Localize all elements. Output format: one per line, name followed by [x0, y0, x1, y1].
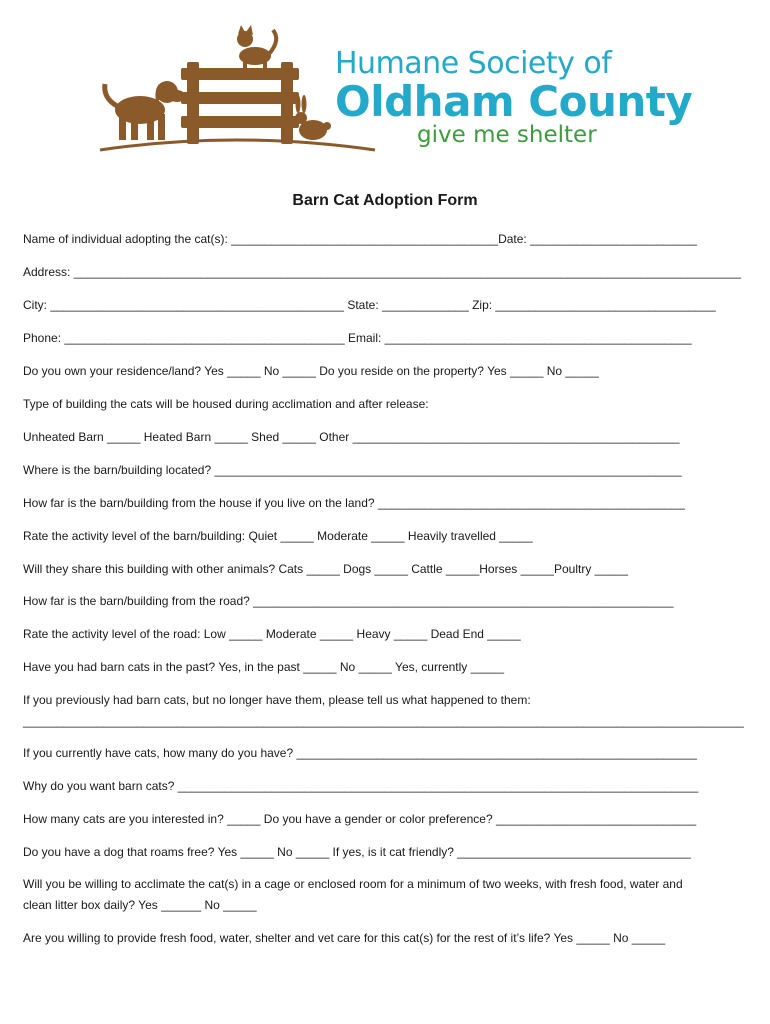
field-previous-cats-outcome[interactable]: ____________________________________________________________________________________________________________: [23, 714, 744, 728]
logo-line-oldham-county: Oldham County: [335, 77, 693, 126]
field-dog-roams-free[interactable]: Do you have a dog that roams free? Yes _____ No _____ If yes, is it cat friendly? ___________________________________: [23, 845, 691, 859]
field-barn-activity-level[interactable]: Rate the activity level of the barn/building: Quiet _____ Moderate _____ Heavily travelled _____: [23, 529, 533, 543]
field-barn-location[interactable]: Where is the barn/building located? ______________________________________________________________________: [23, 463, 682, 477]
field-current-cats-count[interactable]: If you currently have cats, how many do you have? ____________________________________________________________: [23, 746, 697, 760]
field-city-state-zip[interactable]: City: ____________________________________________ State: _____________ Zip: _________________________________: [23, 298, 716, 312]
cat-icon: [237, 25, 276, 68]
field-past-barn-cats[interactable]: Have you had barn cats in the past? Yes, in the past _____ No _____ Yes, currently _____: [23, 660, 505, 674]
field-shared-animals[interactable]: Will they share this building with other animals? Cats _____ Dogs _____ Cattle _____Horses _____Poultry _____: [23, 562, 629, 576]
logo-wordmark: [335, 46, 693, 148]
logo-line-humane-society: Humane Society of: [335, 46, 612, 81]
logo-tagline: give me shelter: [417, 122, 597, 148]
field-why-barn-cats[interactable]: Why do you want barn cats? ______________________________________________________________________________: [23, 779, 699, 793]
field-phone-email[interactable]: Phone: __________________________________________ Email: ______________________________________________: [23, 331, 692, 345]
field-lifetime-care[interactable]: Are you willing to provide fresh food, water, shelter and vet care for this cat(s) for the rest of it’s life? Yes _____ No _____: [23, 931, 666, 945]
field-distance-from-road[interactable]: How far is the barn/building from the road? _______________________________________________________________: [23, 594, 674, 608]
field-residence-ownership[interactable]: Do you own your residence/land? Yes _____ No _____ Do you reside on the property? Yes _____ No _____: [23, 364, 599, 378]
question-acclimation: Will you be willing to acclimate the cat(s) in a cage or enclosed room for a minimum of two weeks, with fresh food, water and: [23, 877, 683, 891]
field-cats-interested-preference[interactable]: How many cats are you interested in? _____ Do you have a gender or color preference? ______________________________: [23, 812, 697, 826]
dog-icon: [105, 81, 185, 140]
field-acclimation-answer[interactable]: clean litter box daily? Yes ______ No _____: [23, 898, 257, 912]
rabbit-icon: [295, 95, 331, 140]
field-address[interactable]: Address: ____________________________________________________________________________________________________: [23, 265, 742, 279]
question-building-type: Type of building the cats will be housed during acclimation and after release:: [23, 397, 429, 411]
field-road-activity-level[interactable]: Rate the activity level of the road: Low _____ Moderate _____ Heavy _____ Dead End _____: [23, 627, 521, 641]
form-title: Barn Cat Adoption Form: [292, 192, 478, 209]
field-distance-from-house[interactable]: How far is the barn/building from the house if you live on the land? ______________________________________________: [23, 496, 685, 510]
field-adopter-name-date[interactable]: Name of individual adopting the cat(s): ________________________________________Date: _________________________: [23, 232, 697, 246]
ground-line: [100, 140, 375, 150]
field-building-type-options[interactable]: Unheated Barn _____ Heated Barn _____ Shed _____ Other _________________________________________________: [23, 430, 680, 444]
fence-icon: [181, 62, 299, 144]
question-previous-cats-outcome: If you previously had barn cats, but no longer have them, please tell us what happened to them:: [23, 693, 531, 707]
